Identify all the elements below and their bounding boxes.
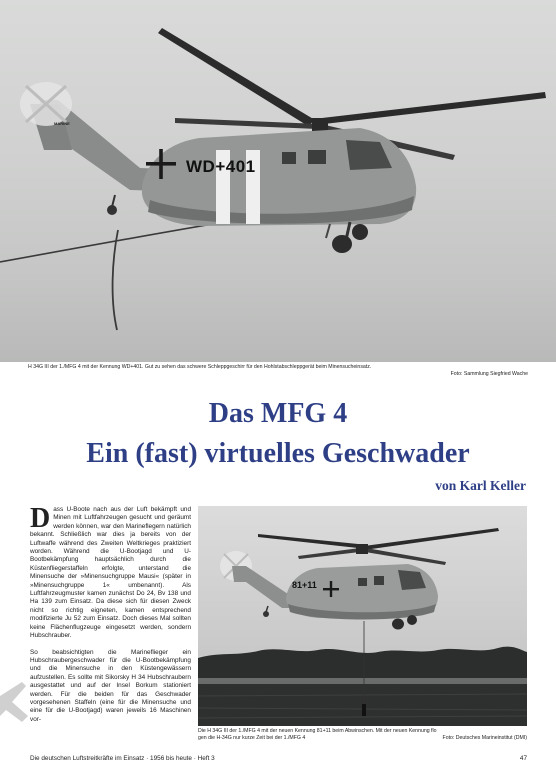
article-title-line-2: Ein (fast) virtuelles Geschwader xyxy=(86,438,470,469)
top-photograph xyxy=(0,0,556,362)
margin-aircraft-silhouette xyxy=(0,676,30,736)
bottom-caption-line-2: gen die H-34G nur kurze Zeit bei der 1./MFG 4 xyxy=(198,735,306,741)
page-number: 47 xyxy=(519,755,527,762)
bottom-photograph xyxy=(198,506,527,726)
helicopter-8111-image xyxy=(198,506,527,726)
bottom-photo-credit: Foto: Deutsches Marineinstitut (DMI) xyxy=(442,735,527,741)
article-author: von Karl Keller xyxy=(435,478,526,493)
drop-cap: D xyxy=(30,503,51,534)
page-footer xyxy=(30,755,527,762)
article-paragraph-1 xyxy=(30,503,191,641)
footer-publication: Die deutschen Luftstreitkräfte im Einsatz · 1956 bis heute · Heft 3 xyxy=(30,755,215,762)
top-photo-caption xyxy=(28,364,528,378)
bottom-photo-caption xyxy=(198,728,527,742)
article-body-column xyxy=(30,503,191,732)
top-caption-text: H 34G III der 1./MFG 4 mit der Kennung WD+401. Gut zu sehen das schwere Schleppgeschirr für den Hohlstabschleppgerät beim Minensucheinsatz. xyxy=(28,364,372,370)
paragraph-1-text: ass U-Boote nach aus der Luft bekämpft und Minen mit Luftfahrzeugen gesucht und geräumt werden können, war den Marineflegern natürlich bekannt. Schließlich war dies ja bereits von der Luftwaffe während des Zweiten Weltkrieges praktiziert worden. Während die U-Bootjagd und U-Bootbekämpfung hauptsächlich durch die Küstenfliegerstaffeln erfolgte, unterstand die Minensuche der »Minensuchgruppe Mausi« (später in »Minensuchgruppe 1« umbenannt). Als Luftfahrzeugmuster kamen zunächst Do 24, Bv 138 und Ha 139 zum Einsatz. Da diese sich für diesen Zweck nicht so richtig eigneten, kamen entsprechend modifizierte Ju 52 zum Einsatz. Doch dieses Mal sollten keine Flächenflugzeuge eingesetzt werden, sondern Hubschrauber. xyxy=(30,506,191,640)
bottom-helicopter-registration: 81+11 xyxy=(292,580,317,590)
bottom-caption-line-1: Die H 34G III der 1./MFG 4 mit der neuen Kennung 81+11 beim Abwinschen. Mit der neuen Kennung flo xyxy=(198,728,437,734)
article-paragraph-2: So beabsichtigten die Marineflieger ein Hubschraubergeschwader für die U-Bootbekämpfung und die Minensuche in den Küstengewässern aufzustellen. Es sollte mit Sikorsky H 34 Hubschraubern ausgestattet und auf der Insel Borkum stationiert werden. Für die beiden für das Geschwader vorgesehenen Staffeln (eine für die Minensuche und eine für die U-Bootjagd) waren jeweils 16 Maschinen vor- xyxy=(30,648,191,723)
top-photo-credit: Foto: Sammlung Siegfried Wache xyxy=(450,371,528,377)
article-title-line-1: Das MFG 4 xyxy=(208,398,348,429)
helicopter-wd401-image xyxy=(0,0,556,362)
top-helicopter-registration: WD+401 xyxy=(186,157,256,176)
top-helicopter-tail-mark: MARINE xyxy=(54,121,70,126)
